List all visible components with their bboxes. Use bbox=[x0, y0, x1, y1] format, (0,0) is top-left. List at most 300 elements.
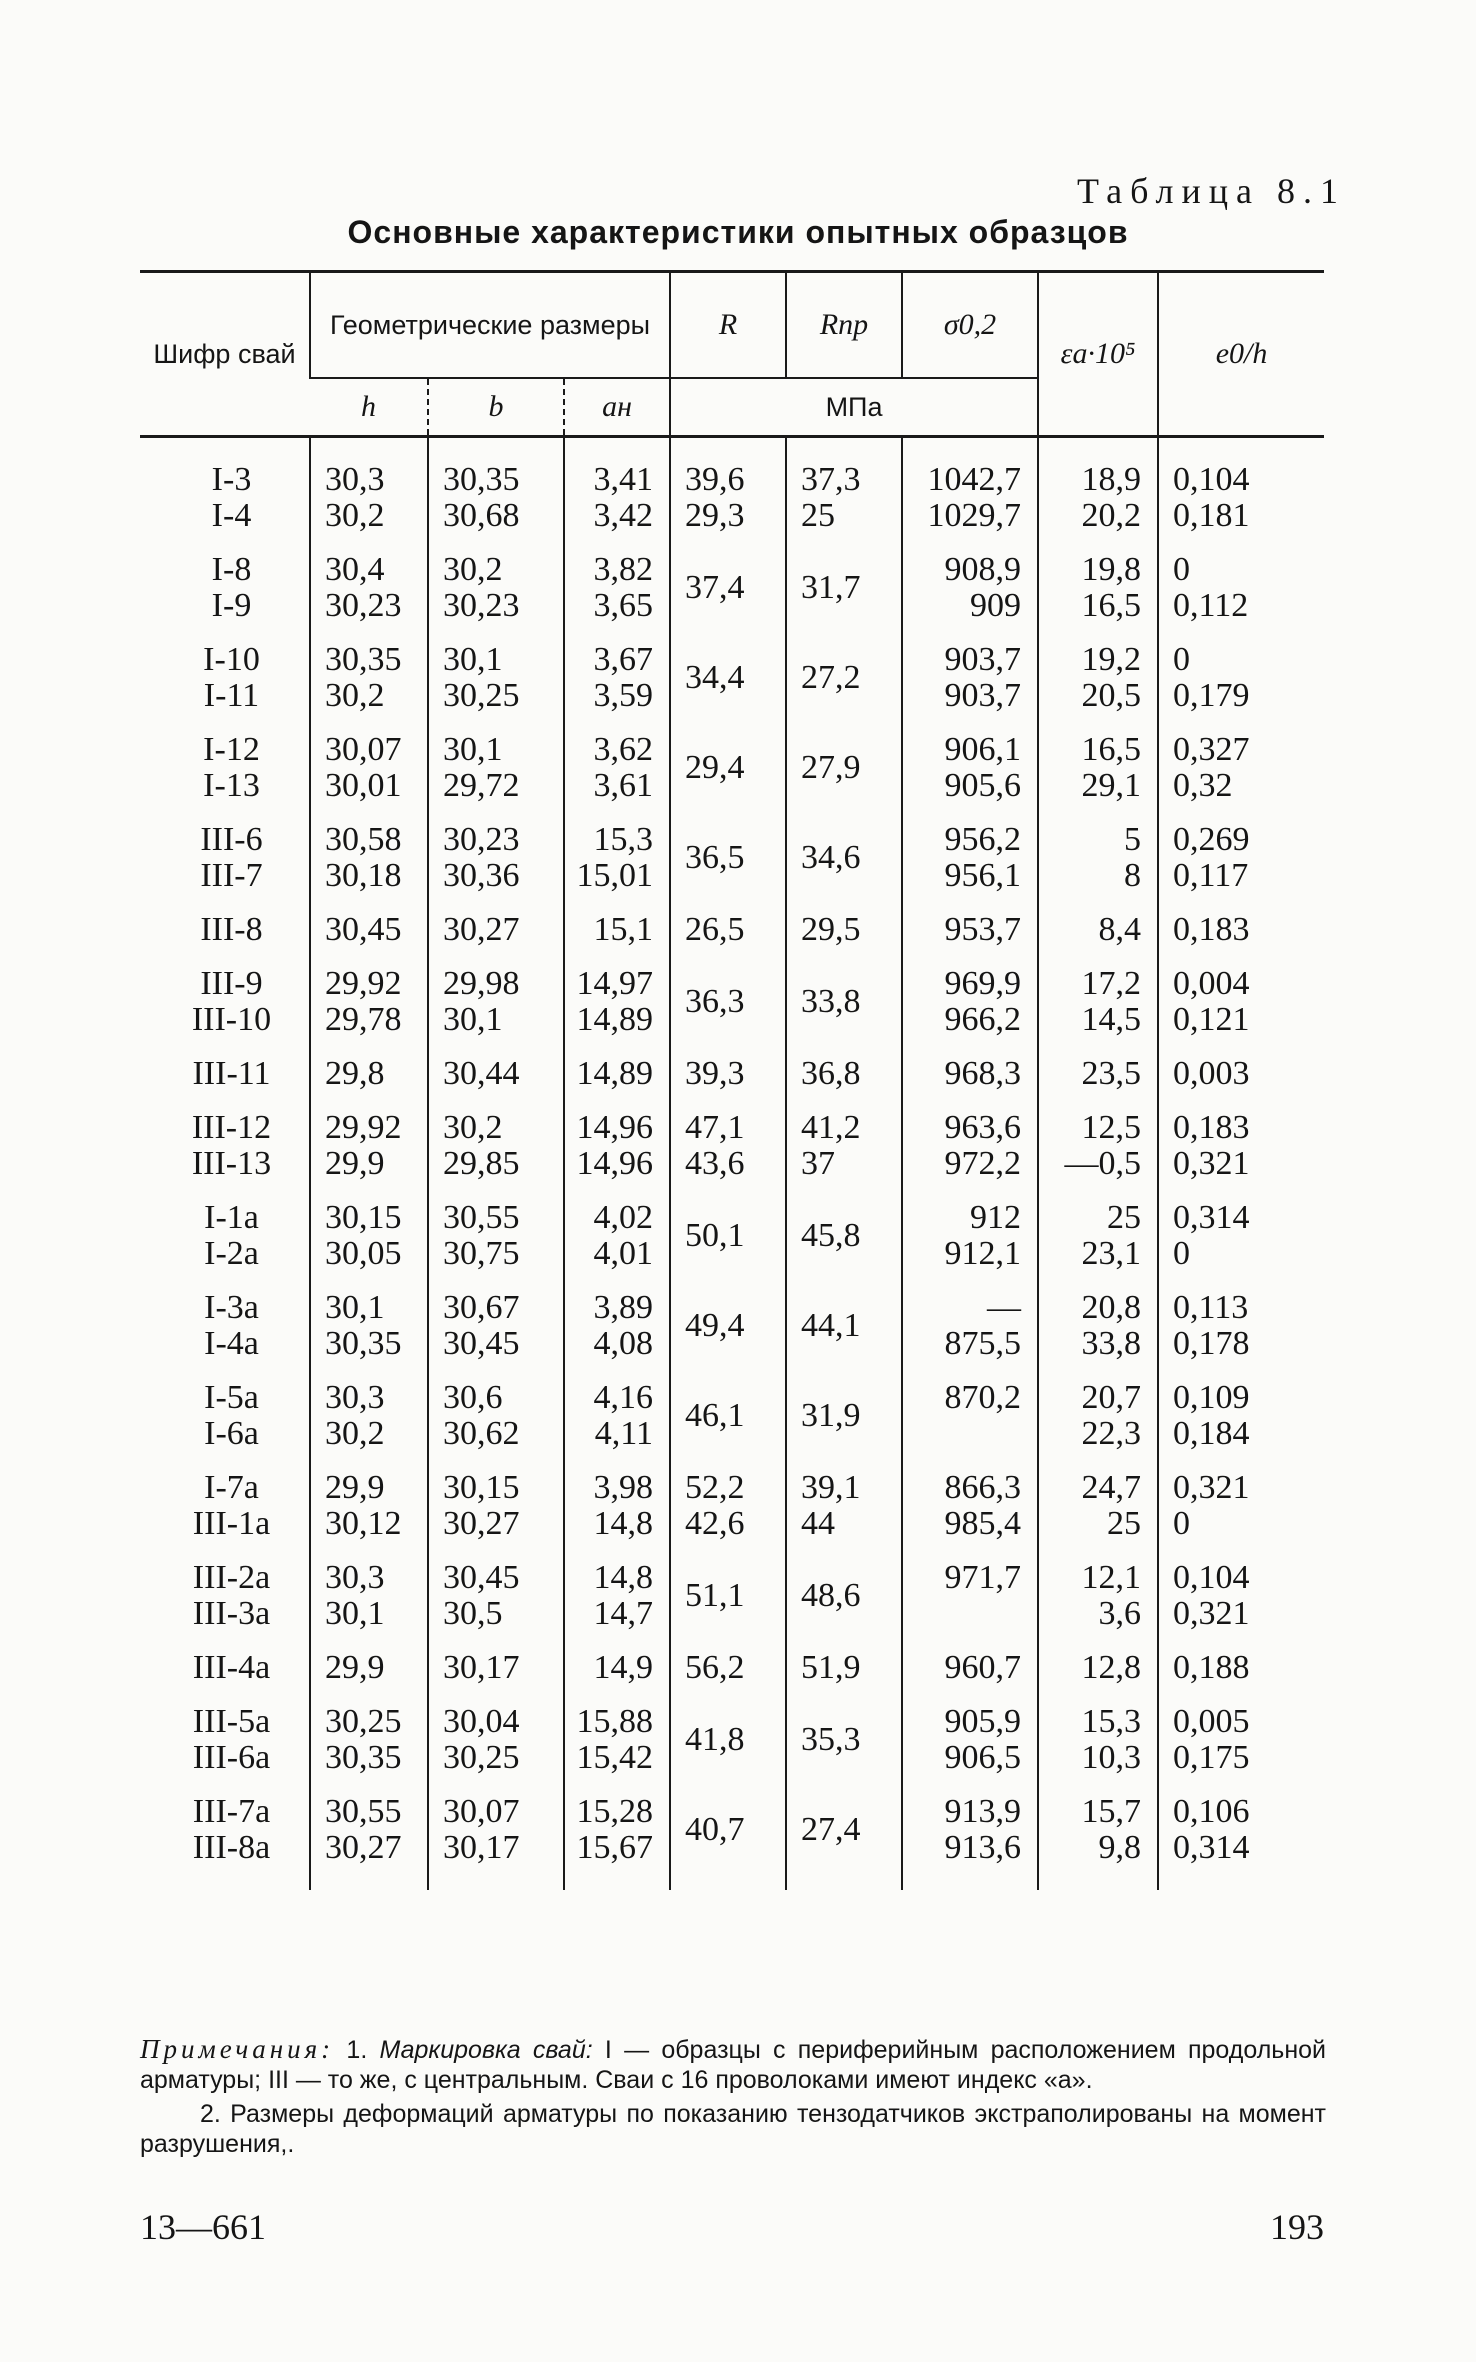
cell-value: 3,65 bbox=[593, 587, 654, 624]
table-row bbox=[140, 1101, 1324, 1191]
cell-value: 0,117 bbox=[1173, 857, 1249, 894]
cell-ea bbox=[1038, 1047, 1158, 1101]
cell-value: 4,11 bbox=[594, 1415, 654, 1452]
cell-value: 906,5 bbox=[944, 1739, 1022, 1776]
cell-rpr bbox=[786, 1101, 902, 1191]
header-r: R bbox=[670, 272, 786, 379]
cell-value: 45,8 bbox=[801, 1217, 861, 1254]
cell-value: 24,7 bbox=[1081, 1469, 1142, 1506]
cell-value: 30,1 bbox=[325, 1289, 385, 1326]
cell-value: 29,5 bbox=[801, 911, 861, 948]
cell-value: 0,106 bbox=[1173, 1793, 1250, 1830]
cell-b bbox=[428, 543, 564, 633]
cell-s bbox=[902, 903, 1038, 957]
cell-value: 0,314 bbox=[1173, 1199, 1250, 1236]
cell-h bbox=[310, 813, 428, 903]
table-row bbox=[140, 1785, 1324, 1890]
cell-value: 30,1 bbox=[325, 1595, 385, 1632]
cell-value: 14,8 bbox=[593, 1559, 654, 1596]
cell-code bbox=[140, 1191, 310, 1281]
note-1-label: Маркировка свай: bbox=[379, 2036, 593, 2064]
cell-eh bbox=[1158, 813, 1324, 903]
cell-value: I-2a bbox=[204, 1235, 259, 1272]
cell-value: 8,4 bbox=[1098, 911, 1142, 948]
cell-value: I-5a bbox=[204, 1379, 259, 1416]
cell-value: 0,113 bbox=[1173, 1289, 1249, 1326]
cell-value: 29,9 bbox=[325, 1145, 385, 1182]
cell-h bbox=[310, 1785, 428, 1890]
cell-value: 14,89 bbox=[576, 1001, 654, 1038]
cell-ea bbox=[1038, 1785, 1158, 1890]
cell-value: 30,35 bbox=[325, 641, 402, 678]
cell-value: 30,27 bbox=[325, 1829, 402, 1866]
cell-value: III-12 bbox=[191, 1109, 272, 1146]
cell-r bbox=[670, 1641, 786, 1695]
cell-value: 30,1 bbox=[443, 731, 503, 768]
cell-value: 30,45 bbox=[443, 1325, 520, 1362]
cell-value: 41,2 bbox=[801, 1109, 861, 1146]
cell-r bbox=[670, 633, 786, 723]
cell-code bbox=[140, 1461, 310, 1551]
header-b: b bbox=[428, 378, 564, 437]
cell-s bbox=[902, 543, 1038, 633]
cell-value: 20,7 bbox=[1081, 1379, 1142, 1416]
cell-code bbox=[140, 957, 310, 1047]
cell-rpr bbox=[786, 1281, 902, 1371]
cell-value: 1042,7 bbox=[927, 461, 1022, 498]
cell-value: 29,1 bbox=[1081, 767, 1142, 804]
table-header bbox=[140, 272, 1324, 437]
cell-value: 15,1 bbox=[593, 911, 654, 948]
cell-value: 30,17 bbox=[443, 1829, 520, 1866]
table-row bbox=[140, 957, 1324, 1047]
cell-value: 23,5 bbox=[1081, 1055, 1142, 1092]
cell-code bbox=[140, 903, 310, 957]
cell-value: 30,15 bbox=[325, 1199, 402, 1236]
table-row bbox=[140, 633, 1324, 723]
cell-value: I-1a bbox=[204, 1199, 259, 1236]
cell-value: 0,183 bbox=[1173, 1109, 1250, 1146]
cell-b bbox=[428, 1281, 564, 1371]
cell-an bbox=[564, 1785, 670, 1890]
cell-value: 903,7 bbox=[944, 677, 1022, 714]
cell-value: 4,08 bbox=[593, 1325, 654, 1362]
note-2: 2. Размеры деформаций арматуры по показанию тензодатчиков экстраполированы на момент разрушения,. bbox=[140, 2100, 1326, 2158]
cell-value: 22,3 bbox=[1081, 1415, 1142, 1452]
cell-value: 30,25 bbox=[443, 1739, 520, 1776]
cell-value: 30,58 bbox=[325, 821, 402, 858]
table-title: Основные характеристики опытных образцов bbox=[347, 214, 1129, 250]
cell-an bbox=[564, 1551, 670, 1641]
cell-h bbox=[310, 1461, 428, 1551]
cell-value: 960,7 bbox=[944, 1649, 1022, 1686]
cell-value: I-4a bbox=[204, 1325, 259, 1362]
cell-value: 906,1 bbox=[944, 731, 1022, 768]
note-1-number: 1. bbox=[346, 2036, 368, 2064]
cell-value: 3,82 bbox=[593, 551, 654, 588]
cell-an bbox=[564, 437, 670, 544]
cell-value: 14,7 bbox=[593, 1595, 654, 1632]
cell-value: 56,2 bbox=[685, 1649, 745, 1686]
table-row bbox=[140, 1191, 1324, 1281]
cell-value: III-9 bbox=[200, 965, 263, 1002]
cell-value: 30,23 bbox=[443, 587, 520, 624]
cell-value: 0,004 bbox=[1173, 965, 1250, 1002]
cell-value: 27,4 bbox=[801, 1811, 861, 1848]
cell-value: 25 bbox=[1107, 1505, 1142, 1542]
cell-an bbox=[564, 1047, 670, 1101]
cell-code bbox=[140, 437, 310, 544]
cell-b bbox=[428, 1695, 564, 1785]
cell-value: 14,8 bbox=[593, 1505, 654, 1542]
cell-s bbox=[902, 1695, 1038, 1785]
cell-an bbox=[564, 1191, 670, 1281]
cell-eh bbox=[1158, 633, 1324, 723]
cell-value: 0 bbox=[1173, 641, 1191, 678]
cell-value: 30,3 bbox=[325, 1559, 385, 1596]
cell-h bbox=[310, 1281, 428, 1371]
cell-value: 3,67 bbox=[593, 641, 654, 678]
cell-value: 3,89 bbox=[593, 1289, 654, 1326]
cell-r bbox=[670, 543, 786, 633]
cell-eh bbox=[1158, 543, 1324, 633]
cell-value: 4,02 bbox=[593, 1199, 654, 1236]
cell-value: 0,321 bbox=[1173, 1145, 1250, 1182]
cell-value bbox=[909, 1416, 1021, 1452]
cell-s bbox=[902, 1551, 1038, 1641]
cell-value: III-8 bbox=[200, 911, 263, 948]
cell-eh bbox=[1158, 1785, 1324, 1890]
notes-lead: Примечания: bbox=[140, 2034, 335, 2064]
cell-value: 3,62 bbox=[593, 731, 654, 768]
cell-value: 30,12 bbox=[325, 1505, 402, 1542]
cell-value: 12,5 bbox=[1081, 1109, 1142, 1146]
cell-value: 0,183 bbox=[1173, 911, 1250, 948]
cell-ea bbox=[1038, 437, 1158, 544]
cell-value bbox=[909, 1596, 1021, 1632]
cell-value: 30,27 bbox=[443, 1505, 520, 1542]
cell-value: 3,59 bbox=[593, 677, 654, 714]
cell-value: 15,3 bbox=[593, 821, 654, 858]
cell-r bbox=[670, 1551, 786, 1641]
cell-h bbox=[310, 437, 428, 544]
cell-value: I-9 bbox=[211, 587, 252, 624]
cell-value: 20,8 bbox=[1081, 1289, 1142, 1326]
cell-value: 27,2 bbox=[801, 659, 861, 696]
cell-code bbox=[140, 1551, 310, 1641]
cell-value: 48,6 bbox=[801, 1577, 861, 1614]
table-body bbox=[140, 437, 1324, 1891]
cell-value: 0 bbox=[1173, 1505, 1191, 1542]
note-1-text: I — образцы с периферийным расположением продольной арматуры; III — то же, с центральным. Сваи с 16 проволоками имеют индекс «а». bbox=[140, 2036, 1327, 2094]
cell-value: 0 bbox=[1173, 1235, 1191, 1272]
table-row bbox=[140, 1371, 1324, 1461]
cell-b bbox=[428, 633, 564, 723]
cell-value: 20,2 bbox=[1081, 497, 1142, 534]
cell-value: 34,6 bbox=[801, 839, 861, 876]
cell-value: 30,4 bbox=[325, 551, 385, 588]
cell-s bbox=[902, 723, 1038, 813]
cell-value: 4,16 bbox=[593, 1379, 654, 1416]
cell-value: III-7 bbox=[200, 857, 263, 894]
cell-value: 33,8 bbox=[1081, 1325, 1142, 1362]
cell-r bbox=[670, 903, 786, 957]
cell-value: III-10 bbox=[191, 1001, 272, 1038]
cell-value: 0,003 bbox=[1173, 1055, 1250, 1092]
cell-value: —0,5 bbox=[1064, 1145, 1142, 1182]
cell-value: I-8 bbox=[211, 551, 252, 588]
cell-value: 30,3 bbox=[325, 461, 385, 498]
cell-value: 0,112 bbox=[1173, 587, 1249, 624]
cell-value: 19,8 bbox=[1081, 551, 1142, 588]
cell-value: 912 bbox=[970, 1199, 1022, 1236]
cell-value: 12,8 bbox=[1081, 1649, 1142, 1686]
cell-b bbox=[428, 813, 564, 903]
cell-value: 30,55 bbox=[443, 1199, 520, 1236]
cell-value: 30,62 bbox=[443, 1415, 520, 1452]
cell-value: 25 bbox=[1107, 1199, 1142, 1236]
cell-value: 0,104 bbox=[1173, 461, 1250, 498]
cell-value: 29,85 bbox=[443, 1145, 520, 1182]
cell-ea bbox=[1038, 1695, 1158, 1785]
cell-value: 30,07 bbox=[443, 1793, 520, 1830]
cell-an bbox=[564, 1371, 670, 1461]
cell-an bbox=[564, 723, 670, 813]
cell-value: 966,2 bbox=[944, 1001, 1022, 1038]
cell-rpr bbox=[786, 1461, 902, 1551]
cell-b bbox=[428, 1047, 564, 1101]
cell-rpr bbox=[786, 1371, 902, 1461]
cell-b bbox=[428, 1371, 564, 1461]
cell-b bbox=[428, 957, 564, 1047]
cell-value: 9,8 bbox=[1098, 1829, 1142, 1866]
cell-r bbox=[670, 1281, 786, 1371]
cell-s bbox=[902, 1785, 1038, 1890]
cell-value: 0,269 bbox=[1173, 821, 1250, 858]
cell-an bbox=[564, 1101, 670, 1191]
cell-value: 52,2 bbox=[685, 1469, 745, 1506]
cell-code bbox=[140, 1371, 310, 1461]
cell-value: I-10 bbox=[203, 641, 260, 678]
cell-an bbox=[564, 957, 670, 1047]
cell-value: 33,8 bbox=[801, 983, 861, 1020]
cell-ea bbox=[1038, 903, 1158, 957]
cell-rpr bbox=[786, 723, 902, 813]
cell-value: 30,25 bbox=[443, 677, 520, 714]
cell-eh bbox=[1158, 1101, 1324, 1191]
cell-value: 29,98 bbox=[443, 965, 520, 1002]
cell-h bbox=[310, 1641, 428, 1695]
cell-value: 971,7 bbox=[944, 1559, 1022, 1596]
cell-value: 969,9 bbox=[944, 965, 1022, 1002]
cell-b bbox=[428, 1101, 564, 1191]
cell-value: 15,88 bbox=[576, 1703, 654, 1740]
cell-value: 870,2 bbox=[944, 1379, 1022, 1416]
cell-value: 0,104 bbox=[1173, 1559, 1250, 1596]
cell-value: 30,27 bbox=[443, 911, 520, 948]
cell-value: 912,1 bbox=[944, 1235, 1022, 1272]
cell-rpr bbox=[786, 1191, 902, 1281]
cell-value: 0,188 bbox=[1173, 1649, 1250, 1686]
cell-value: 15,7 bbox=[1081, 1793, 1142, 1830]
table-row bbox=[140, 1047, 1324, 1101]
cell-value: 0,32 bbox=[1173, 767, 1233, 804]
cell-value: 37 bbox=[801, 1145, 836, 1182]
cell-s bbox=[902, 957, 1038, 1047]
signature-code: 13—661 bbox=[140, 2207, 266, 2247]
cell-eh bbox=[1158, 1461, 1324, 1551]
table-row bbox=[140, 1695, 1324, 1785]
cell-value: 29,9 bbox=[325, 1649, 385, 1686]
cell-b bbox=[428, 903, 564, 957]
cell-value: 0,121 bbox=[1173, 1001, 1250, 1038]
cell-an bbox=[564, 1641, 670, 1695]
cell-value: 40,7 bbox=[685, 1811, 745, 1848]
cell-r bbox=[670, 1101, 786, 1191]
cell-eh bbox=[1158, 1191, 1324, 1281]
cell-value: 30,45 bbox=[443, 1559, 520, 1596]
cell-value: 18,9 bbox=[1081, 461, 1142, 498]
cell-value: 0,109 bbox=[1173, 1379, 1250, 1416]
cell-r bbox=[670, 437, 786, 544]
header-an: aн bbox=[564, 378, 670, 437]
cell-h bbox=[310, 1047, 428, 1101]
cell-value: 39,1 bbox=[801, 1469, 861, 1506]
cell-eh bbox=[1158, 903, 1324, 957]
cell-value: 43,6 bbox=[685, 1145, 745, 1182]
cell-value: 0,314 bbox=[1173, 1829, 1250, 1866]
table-row bbox=[140, 1461, 1324, 1551]
cell-value: 29,3 bbox=[685, 497, 745, 534]
cell-value: 956,2 bbox=[944, 821, 1022, 858]
cell-value: 16,5 bbox=[1081, 587, 1142, 624]
cell-value: 17,2 bbox=[1081, 965, 1142, 1002]
cell-value: 42,6 bbox=[685, 1505, 745, 1542]
cell-value: 30,1 bbox=[443, 641, 503, 678]
cell-value: 44,1 bbox=[801, 1307, 861, 1344]
cell-value: 3,61 bbox=[593, 767, 654, 804]
cell-value: 30,55 bbox=[325, 1793, 402, 1830]
cell-value: III-11 bbox=[192, 1055, 271, 1092]
cell-value: 23,1 bbox=[1081, 1235, 1142, 1272]
cell-value: 15,42 bbox=[576, 1739, 654, 1776]
cell-code bbox=[140, 1695, 310, 1785]
cell-ea bbox=[1038, 1191, 1158, 1281]
cell-value: 15,67 bbox=[576, 1829, 654, 1866]
cell-value: 0,321 bbox=[1173, 1469, 1250, 1506]
cell-b bbox=[428, 1551, 564, 1641]
cell-value: 3,41 bbox=[593, 461, 654, 498]
header-eh: e0/h bbox=[1158, 272, 1324, 437]
cell-an bbox=[564, 1281, 670, 1371]
cell-value: 30,6 bbox=[443, 1379, 503, 1416]
header-geometric: Геометрические размеры bbox=[310, 272, 670, 379]
cell-ea bbox=[1038, 1101, 1158, 1191]
cell-s bbox=[902, 633, 1038, 723]
cell-h bbox=[310, 1551, 428, 1641]
cell-value: III-4a bbox=[192, 1649, 271, 1686]
cell-s bbox=[902, 1461, 1038, 1551]
cell-value: 913,9 bbox=[944, 1793, 1022, 1830]
cell-value: 29,8 bbox=[325, 1055, 385, 1092]
cell-value: — bbox=[987, 1289, 1022, 1326]
cell-value: 30,1 bbox=[443, 1001, 503, 1038]
cell-eh bbox=[1158, 1551, 1324, 1641]
cell-rpr bbox=[786, 957, 902, 1047]
cell-value: 30,44 bbox=[443, 1055, 520, 1092]
cell-value: 30,68 bbox=[443, 497, 520, 534]
cell-value: 25 bbox=[801, 497, 836, 534]
cell-ea bbox=[1038, 543, 1158, 633]
cell-value: 913,6 bbox=[944, 1829, 1022, 1866]
cell-value: 30,2 bbox=[325, 677, 385, 714]
table-row bbox=[140, 543, 1324, 633]
cell-value: 19,2 bbox=[1081, 641, 1142, 678]
cell-value: I-6a bbox=[204, 1415, 259, 1452]
cell-code bbox=[140, 723, 310, 813]
header-units: МПа bbox=[670, 378, 1038, 437]
cell-value: 30,23 bbox=[325, 587, 402, 624]
cell-h bbox=[310, 1695, 428, 1785]
cell-r bbox=[670, 1785, 786, 1890]
cell-value: 4,01 bbox=[593, 1235, 654, 1272]
cell-b bbox=[428, 723, 564, 813]
cell-value: 963,6 bbox=[944, 1109, 1022, 1146]
cell-value: 39,6 bbox=[685, 461, 745, 498]
cell-s bbox=[902, 1641, 1038, 1695]
cell-value: 26,5 bbox=[685, 911, 745, 948]
cell-value: 0,005 bbox=[1173, 1703, 1250, 1740]
cell-value: 51,1 bbox=[685, 1577, 745, 1614]
cell-rpr bbox=[786, 1551, 902, 1641]
header-h: h bbox=[310, 378, 428, 437]
cell-value: 0,184 bbox=[1173, 1415, 1250, 1452]
cell-r bbox=[670, 723, 786, 813]
cell-s bbox=[902, 1191, 1038, 1281]
cell-value: 31,7 bbox=[801, 569, 861, 606]
cell-value: 51,9 bbox=[801, 1649, 861, 1686]
cell-value: 985,4 bbox=[944, 1505, 1022, 1542]
cell-b bbox=[428, 1461, 564, 1551]
cell-value: 29,92 bbox=[325, 1109, 402, 1146]
cell-value: 29,78 bbox=[325, 1001, 402, 1038]
cell-value: 30,45 bbox=[325, 911, 402, 948]
cell-value: 953,7 bbox=[944, 911, 1022, 948]
cell-value: 44 bbox=[801, 1505, 836, 1542]
cell-value: 30,35 bbox=[325, 1739, 402, 1776]
cell-eh bbox=[1158, 1047, 1324, 1101]
cell-code bbox=[140, 633, 310, 723]
table-row bbox=[140, 813, 1324, 903]
cell-value: 866,3 bbox=[944, 1469, 1022, 1506]
cell-value: 30,25 bbox=[325, 1703, 402, 1740]
table-row bbox=[140, 723, 1324, 813]
note-1 bbox=[140, 2034, 1326, 2095]
cell-value: 49,4 bbox=[685, 1307, 745, 1344]
cell-value: 29,4 bbox=[685, 749, 745, 786]
table-row bbox=[140, 1281, 1324, 1371]
header-sigma: σ0,2 bbox=[902, 272, 1038, 379]
cell-value: 956,1 bbox=[944, 857, 1022, 894]
cell-h bbox=[310, 543, 428, 633]
cell-value: 12,1 bbox=[1081, 1559, 1142, 1596]
cell-value: 10,3 bbox=[1081, 1739, 1142, 1776]
cell-an bbox=[564, 1461, 670, 1551]
cell-h bbox=[310, 1101, 428, 1191]
cell-s bbox=[902, 1281, 1038, 1371]
cell-an bbox=[564, 813, 670, 903]
cell-an bbox=[564, 1695, 670, 1785]
